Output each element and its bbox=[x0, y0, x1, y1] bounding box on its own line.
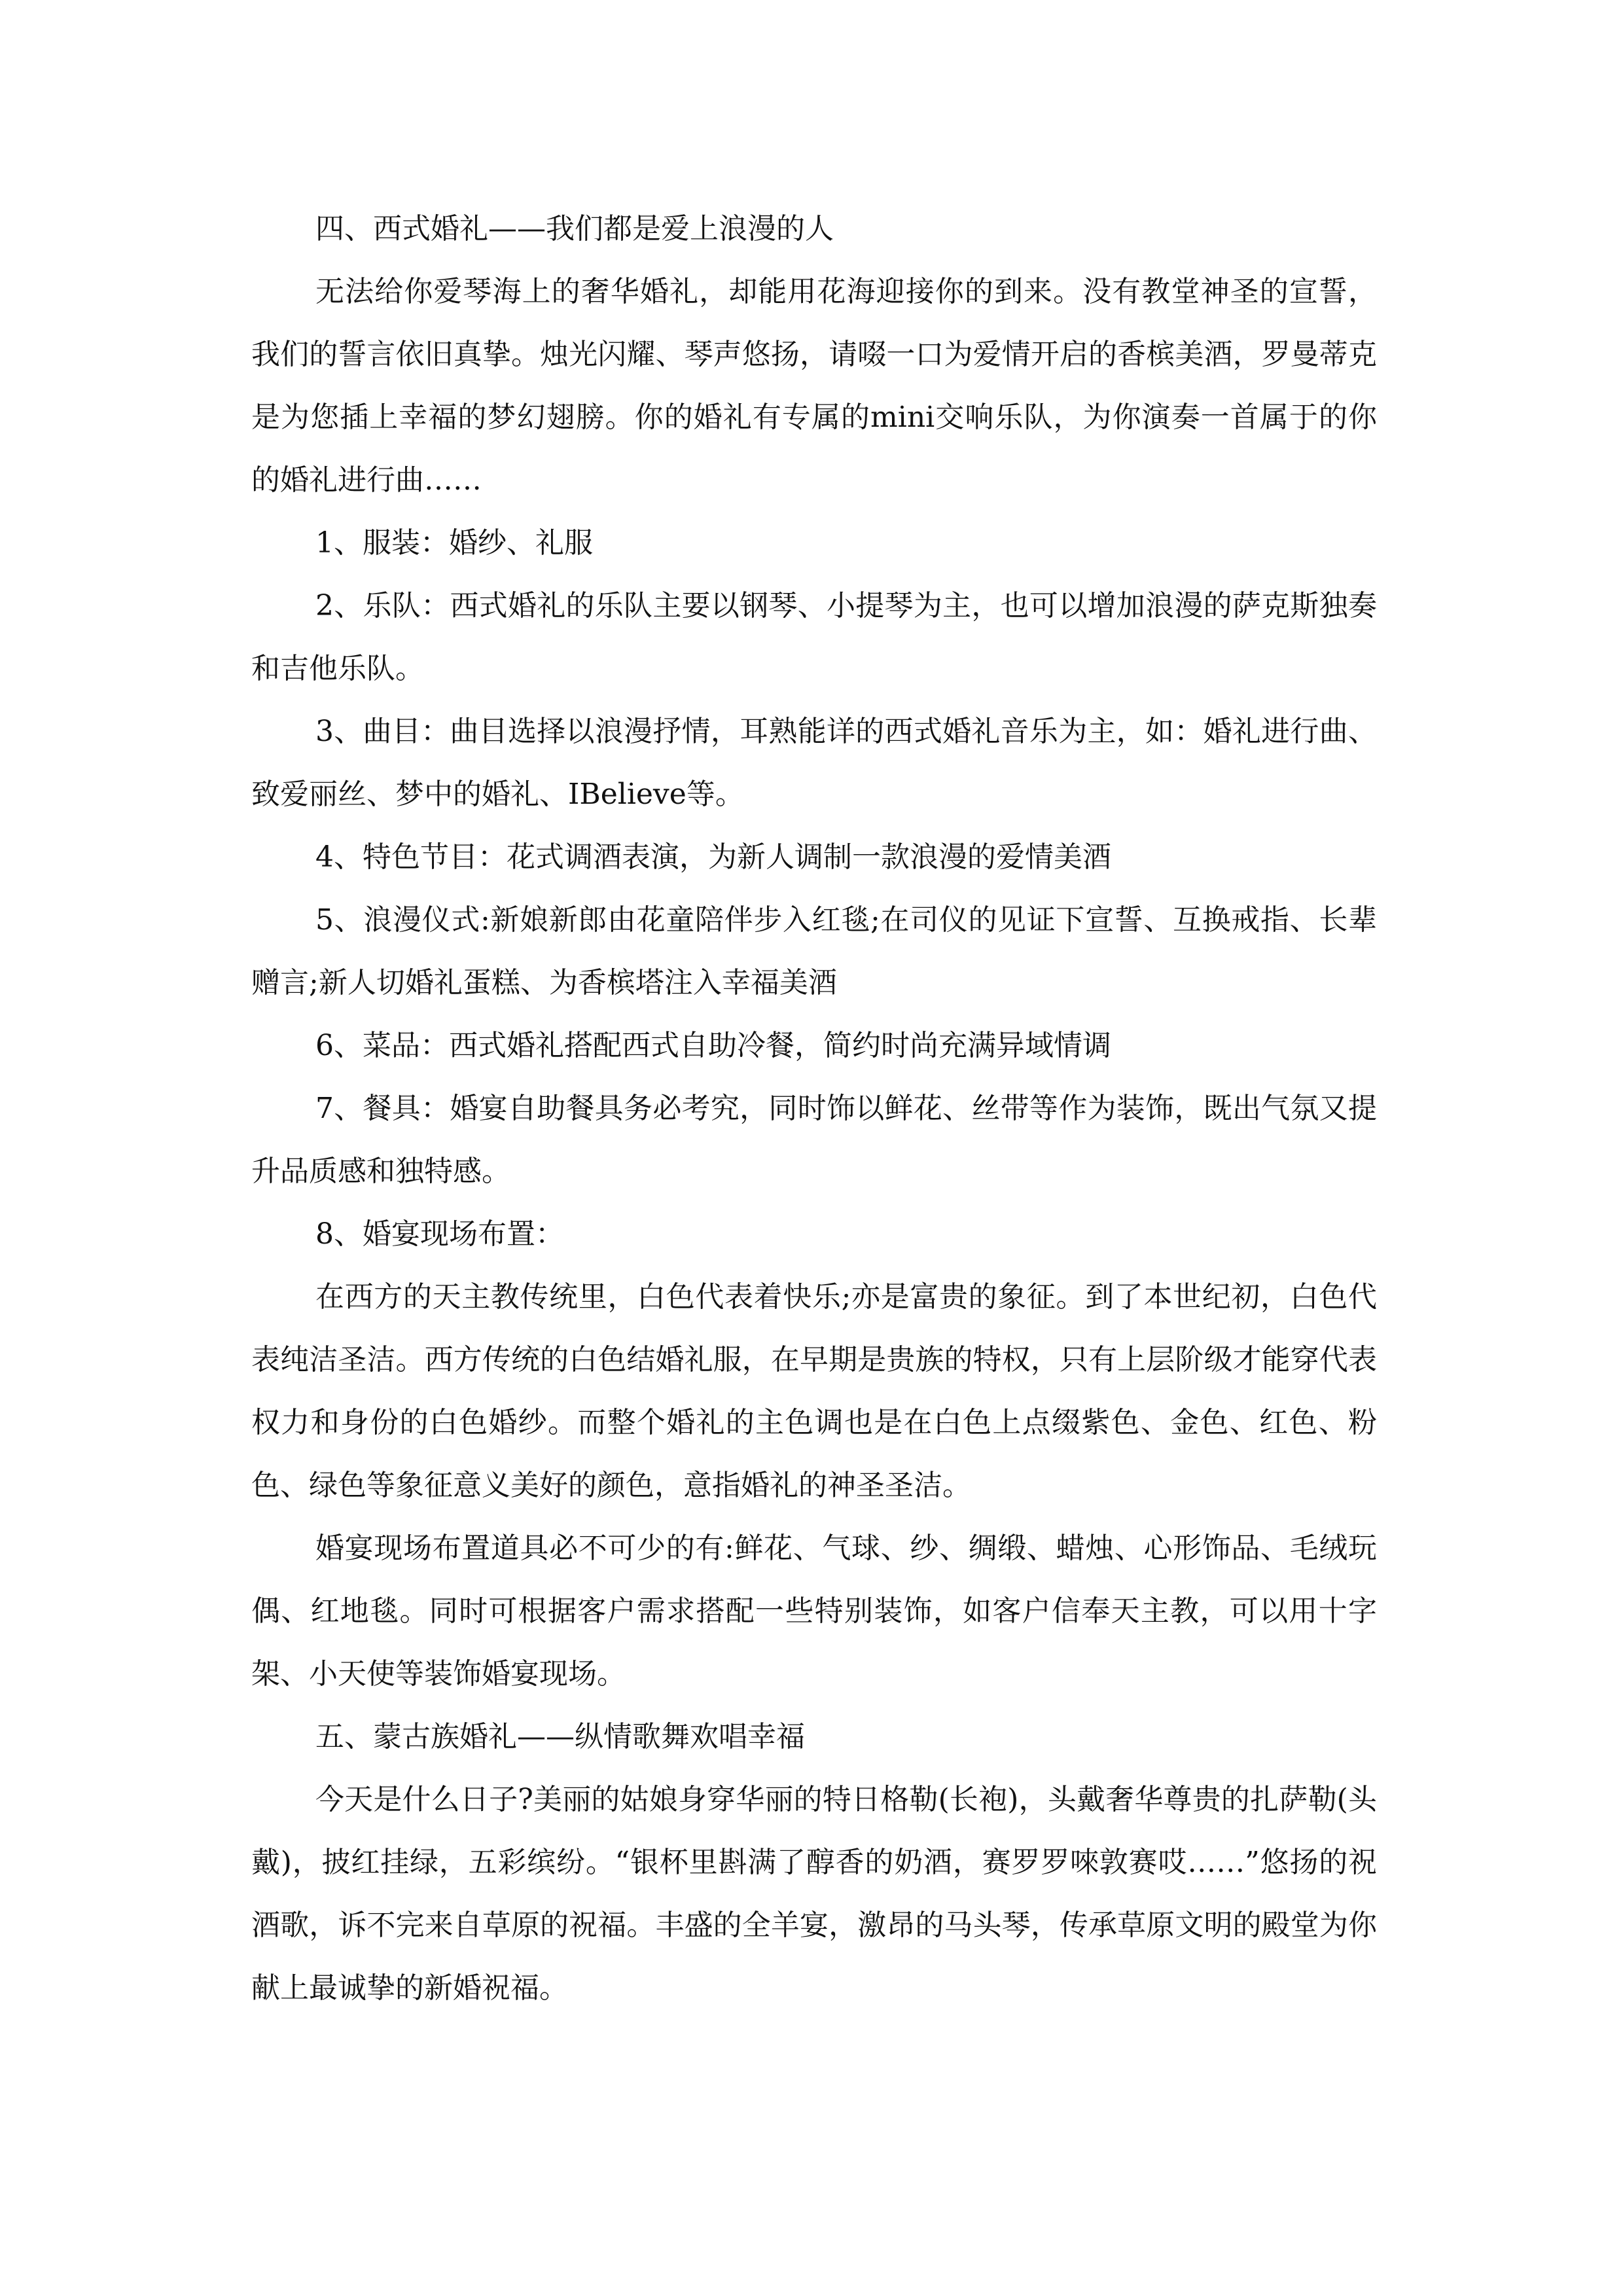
list-item-special-program: 4、特色节目：花式调酒表演，为新人调制一款浪漫的爱情美酒 bbox=[315, 840, 1111, 874]
list-item-band: 2、乐队：西式婚礼的乐队主要以钢琴、小提琴为主，也可以增加浪漫的萨克斯独奏和吉他乐队。 bbox=[251, 589, 1377, 685]
list-item-venue-decoration: 8、婚宴现场布置： bbox=[315, 1217, 564, 1251]
paragraph-western-intro: 无法给你爱琴海上的奢华婚礼，却能用花海迎接你的到来。没有教堂神圣的宣誓，我们的誓言依旧真挚。烛光闪耀、琴声悠扬，请啜一口为爱情开启的香槟美酒，罗曼蒂克是为您插上幸福的梦幻翅膀。你的婚礼有专属的mini交响乐队，为你演奏一首属于的你的婚礼进行曲…… bbox=[251, 275, 1377, 497]
paragraph-mongolian-intro: 今天是什么日子?美丽的姑娘身穿华丽的特日格勒(长袍)，头戴奢华尊贵的扎萨勒(头戴)，披红挂绿，五彩缤纷。“银杯里斟满了醇香的奶酒，赛罗罗唻敦赛哎……”悠扬的祝酒歌，诉不完来自草原的祝福。丰盛的全羊宴，激昂的马头琴，传承草原文明的殿堂为你献上最诚挚的新婚祝福。 bbox=[251, 1783, 1377, 2005]
section-heading-western-wedding: 四、西式婚礼——我们都是爱上浪漫的人 bbox=[315, 212, 834, 245]
list-item-tableware: 7、餐具：婚宴自助餐具务必考究，同时饰以鲜花、丝带等作为装饰，既出气氛又提升品质感和独特感。 bbox=[251, 1092, 1377, 1188]
paragraph-decoration-props: 婚宴现场布置道具必不可少的有:鲜花、气球、纱、绸缎、蜡烛、心形饰品、毛绒玩偶、红地毯。同时可根据客户需求搭配一些特别装饰，如客户信奉天主教，可以用十字架、小天使等装饰婚宴现场。 bbox=[251, 1532, 1377, 1691]
list-item-attire: 1、服装：婚纱、礼服 bbox=[315, 526, 593, 560]
list-item-dishes: 6、菜品：西式婚礼搭配西式自助冷餐，简约时尚充满异域情调 bbox=[315, 1029, 1111, 1062]
list-item-ceremony: 5、浪漫仪式:新娘新郎由花童陪伴步入红毯;在司仪的见证下宣誓、互换戒指、长辈赠言;新人切婚礼蛋糕、为香槟塔注入幸福美酒 bbox=[251, 903, 1377, 999]
section-heading-mongolian-wedding: 五、蒙古族婚礼——纵情歌舞欢唱幸福 bbox=[315, 1720, 805, 1753]
document-body bbox=[251, 198, 1377, 2020]
list-item-music: 3、曲目：曲目选择以浪漫抒情，耳熟能详的西式婚礼音乐为主，如：婚礼进行曲、致爱丽丝、梦中的婚礼、IBelieve等。 bbox=[251, 715, 1377, 811]
paragraph-white-meaning: 在西方的天主教传统里，白色代表着快乐;亦是富贵的象征。到了本世纪初，白色代表纯洁圣洁。西方传统的白色结婚礼服，在早期是贵族的特权，只有上层阶级才能穿代表权力和身份的白色婚纱。而整个婚礼的主色调也是在白色上点缀紫色、金色、红色、粉色、绿色等象征意义美好的颜色，意指婚礼的神圣圣洁。 bbox=[251, 1280, 1377, 1502]
